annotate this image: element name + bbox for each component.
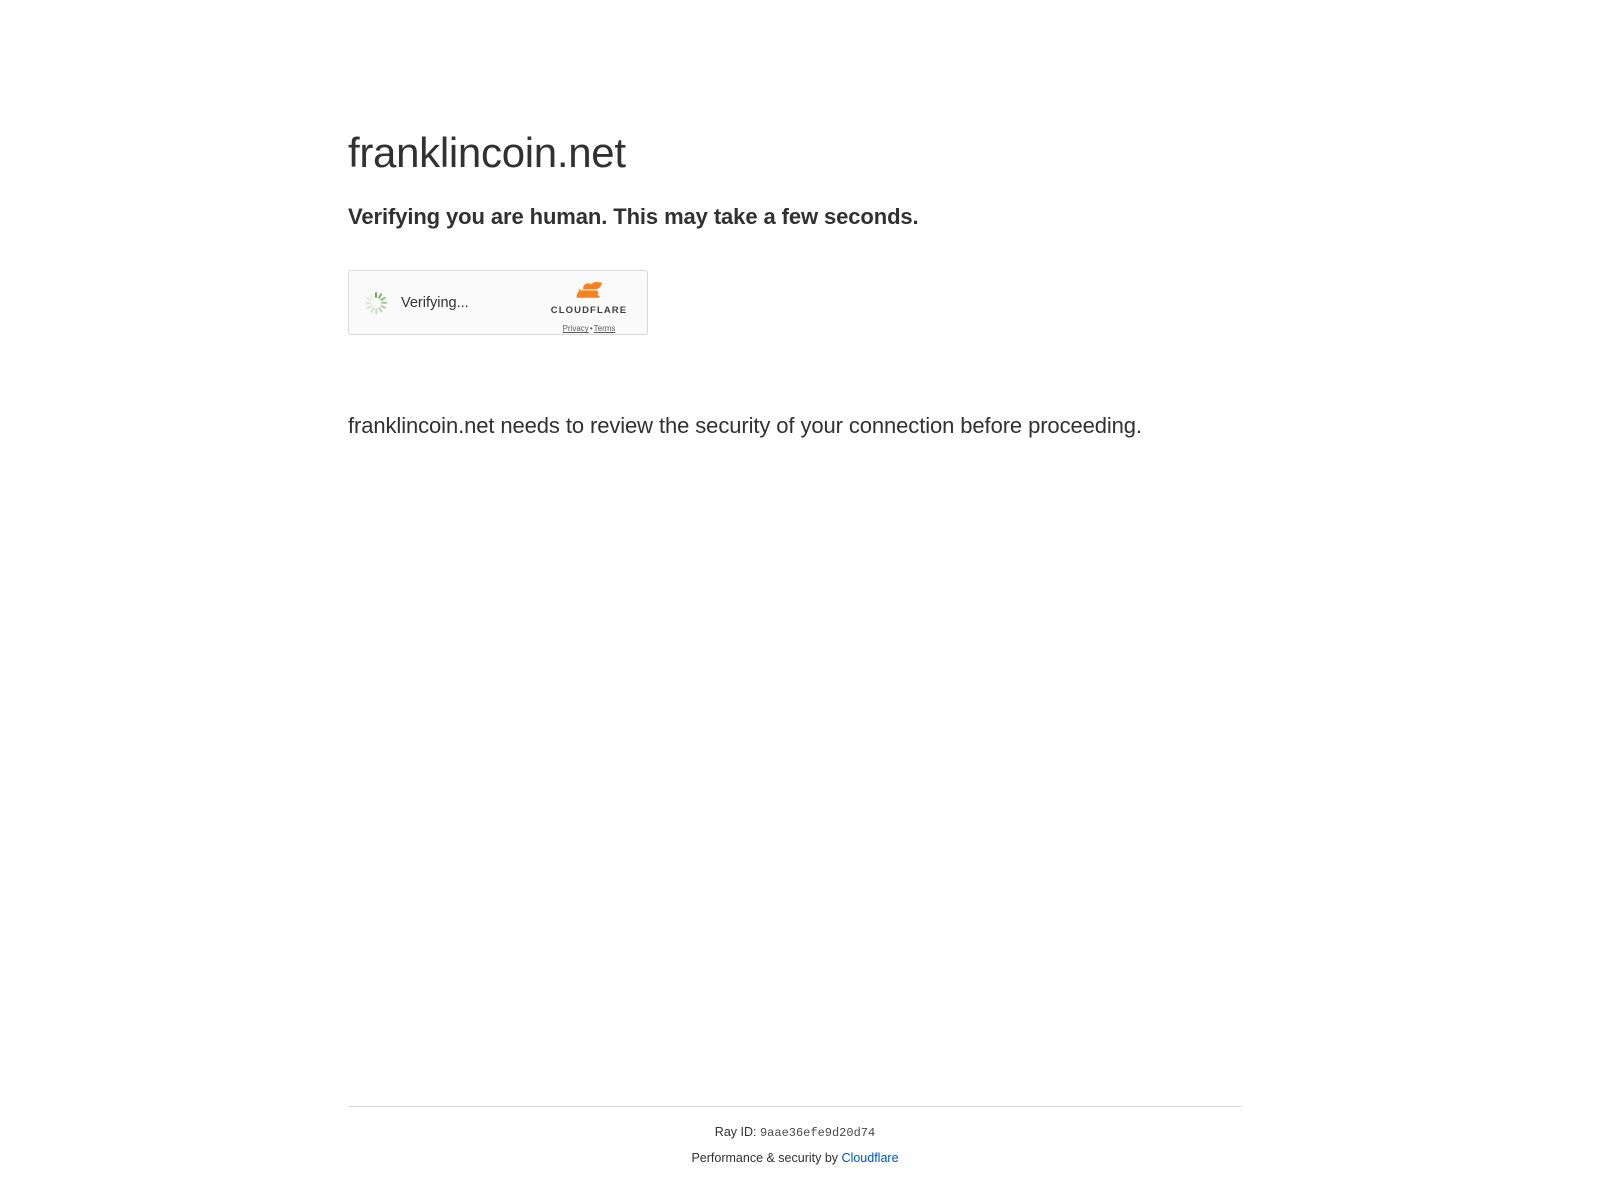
links-separator: •	[589, 324, 593, 334]
performance-row	[348, 1140, 1242, 1165]
terms-link[interactable]: Terms	[593, 324, 616, 334]
explanation-text: franklincoin.net needs to review the security of your connection before proceeding.	[348, 413, 1142, 439]
ray-id-label: Ray ID:	[714, 1125, 757, 1139]
cloudflare-branding	[543, 282, 635, 336]
turnstile-widget[interactable]	[348, 270, 648, 335]
cloudflare-cloud-icon	[567, 282, 611, 299]
cloudflare-link[interactable]: Cloudflare	[841, 1151, 899, 1165]
cloudflare-wordmark: CLOUDFLARE	[550, 305, 628, 317]
page-footer	[348, 1106, 1242, 1165]
challenge-content	[348, 0, 1268, 439]
ray-id-value: 9aae36efe9d20d74	[759, 1126, 876, 1140]
widget-legal-links	[563, 324, 616, 333]
turnstile-widget-container	[348, 230, 1268, 335]
performance-text: Performance & security by	[691, 1151, 839, 1165]
page-title: franklincoin.net	[348, 129, 626, 176]
loading-spinner-icon	[363, 290, 389, 316]
verification-status-text: Verifying...	[401, 294, 469, 311]
privacy-link[interactable]: Privacy	[562, 324, 589, 334]
ray-id-row	[348, 1125, 1242, 1140]
verification-subtitle: Verifying you are human. This may take a few seconds.	[348, 204, 919, 230]
